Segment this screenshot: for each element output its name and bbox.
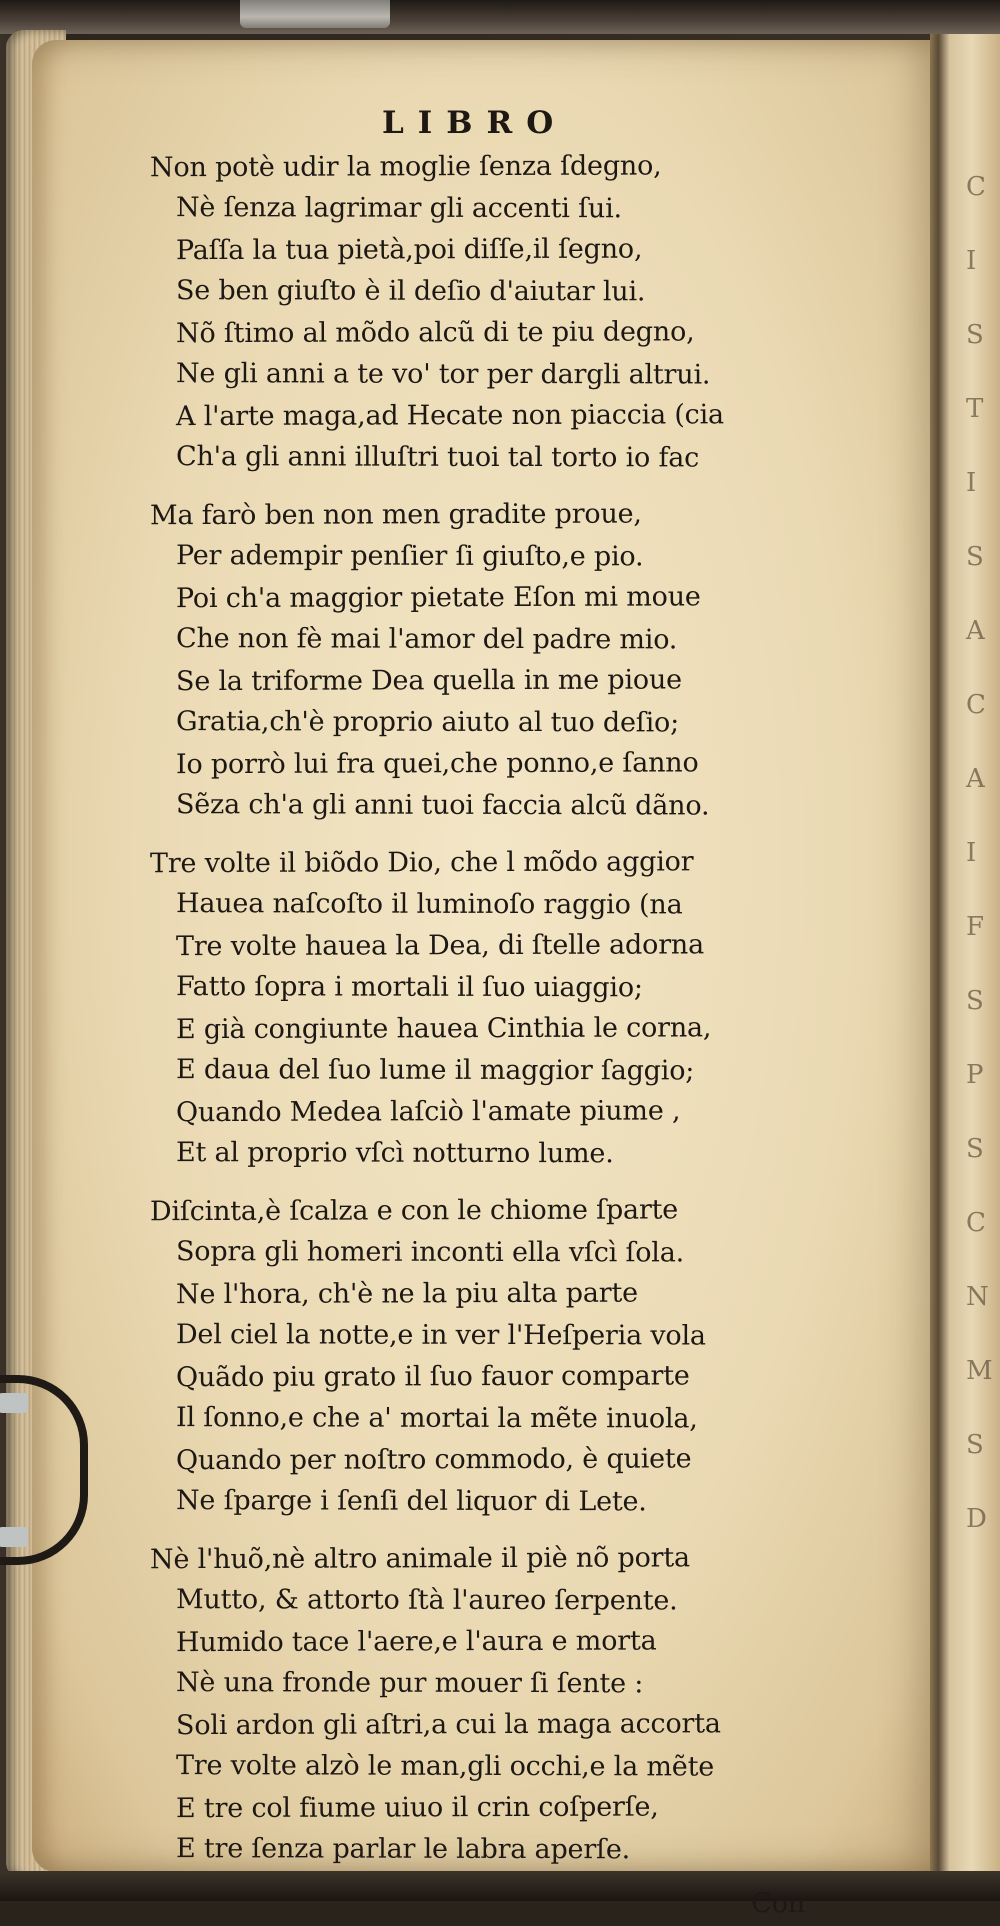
verse-line: Humido tace l'aere,e l'aura e morta [175,1625,657,1659]
facing-page-letter: I [966,468,977,498]
verse-line: Diſcinta,è ſcalza e con le chiome ſparte [149,1194,679,1228]
verse-line: Tre volte il biõdo Dio, che l mõdo aggior [149,846,694,880]
facing-page-letter: T [966,394,984,424]
stanza-list [150,146,850,1870]
catchword: Con [751,1888,805,1919]
verse-line: A l'arte maga,ad Hecate non piaccia (cia [175,399,724,433]
facing-page-letter: N [966,1282,989,1312]
verse-line: Del ciel la notte,e in ver l'Heſperia vola [175,1318,706,1352]
verse-line: Se ben giuſto è il deſio d'aiutar lui. [175,274,646,307]
verse-line: Sẽza ch'a gli anni tuoi faccia alcũ dãno. [175,788,710,822]
facing-page-letter: C [966,690,986,720]
verse-line: E tre col fiume uiuo il crin coſperſe, [175,1791,659,1825]
facing-page-letter: A [966,764,985,794]
facing-page-letter: F [966,912,985,942]
verse-line: Tre volte alzò le man,gli occhi,e la mẽte [175,1749,715,1783]
facing-page-letter: I [966,246,977,276]
verse-line: Soli ardon gli aſtri,a cui la maga accorta [175,1708,721,1742]
verse-line: Che non fè mai l'amor del padre mio. [175,622,678,655]
verse-line: Nõ ſtimo al mõdo alcũ di te piu degno, [175,316,695,350]
verse-line: Poi ch'a maggior pietate Eſon mi moue [175,581,701,615]
verse-line: Paſſa la tua pietà,poi diſſe,il ſegno, [175,233,643,267]
page-text-block [150,100,850,1926]
verse-line: Sopra gli homeri inconti ella vſcì ſola. [175,1235,685,1268]
verse-line: Gratia,ch'è proprio aiuto al tuo deſio; [175,705,680,738]
facing-page-letter: D [966,1504,987,1534]
verse-line: Tre volte hauea la Dea, di ſtelle adorna [175,929,705,963]
verse-line: E tre ſenza parlar le labra aperſe. [175,1832,631,1865]
verse-line: E già congiunte hauea Cinthia le corna, [175,1012,712,1046]
verse-line: Ne gli anni a te vo' tor per dargli altrui. [175,357,711,391]
facing-page-letter: C [966,1208,986,1238]
verse-line: Quando per noſtro commodo, è quiete [175,1443,692,1477]
facing-page-letter: A [966,616,985,646]
facing-page-letter: P [966,1060,984,1090]
verse-line: Ne l'hora, ch'è ne la piu alta parte [175,1277,638,1311]
verse-line: Et al proprio vſcì notturno lume. [175,1136,614,1169]
verse-line: Ch'a gli anni illuſtri tuoi tal torto io fac [175,440,700,473]
verse-line: Quando Medea laſciò l'amate piume , [175,1095,681,1129]
facing-page-letter: I [966,838,977,868]
verse-line: Non potè udir la moglie ſenza ſdegno, [149,150,662,184]
stanza [150,1190,850,1522]
verse-line: Nè l'huõ,nè altro animale il piè nõ porta [149,1542,690,1576]
verse-line: Fatto ſopra i mortali il ſuo uiaggio; [175,970,643,1003]
verse-line: Mutto, & attorto ſtà l'aureo ſerpente. [175,1583,678,1616]
stanza [150,146,850,478]
verse-line: E daua del ſuo lume il maggior ſaggio; [175,1053,695,1086]
stanza [150,494,850,826]
stanza [150,1538,850,1870]
facing-page-letter: S [966,1134,984,1164]
verse-line: Il ſonno,e che a' mortai la mẽte inuola, [175,1401,698,1434]
verse-line: Ma farò ben non men gradite proue, [149,498,642,532]
facing-page-letter: M [966,1356,993,1386]
facing-page-letter: S [966,542,984,572]
verse-line: Io porrò lui fra quei,che ponno,e ſanno [175,747,699,781]
facing-page-letter: S [966,320,984,350]
verse-line: Ne ſparge i ſenſi del liquor di Lete. [175,1484,647,1517]
verse-line: Nè ſenza lagrimar gli accenti ſui. [175,191,622,224]
facing-page-letter: C [966,172,986,202]
verse-line: Quãdo piu grato il ſuo fauor comparte [175,1360,690,1394]
verse-line: Per adempir penſier ſi giuſto,e pio. [175,539,644,572]
facing-page-letter: S [966,1430,984,1460]
book-top-edge [0,0,1000,34]
verse-line: Se la triforme Dea quella in me pioue [175,664,682,698]
verse-line: Hauea naſcoſto il luminoſo raggio (na [175,887,683,920]
facing-page-fragment [966,150,1000,1550]
facing-page-letter: S [966,986,984,1016]
verse-line: Nè una fronde pur mouer ſi ſente : [175,1666,644,1699]
running-head: LIBRO [382,105,568,141]
stanza [150,842,850,1174]
